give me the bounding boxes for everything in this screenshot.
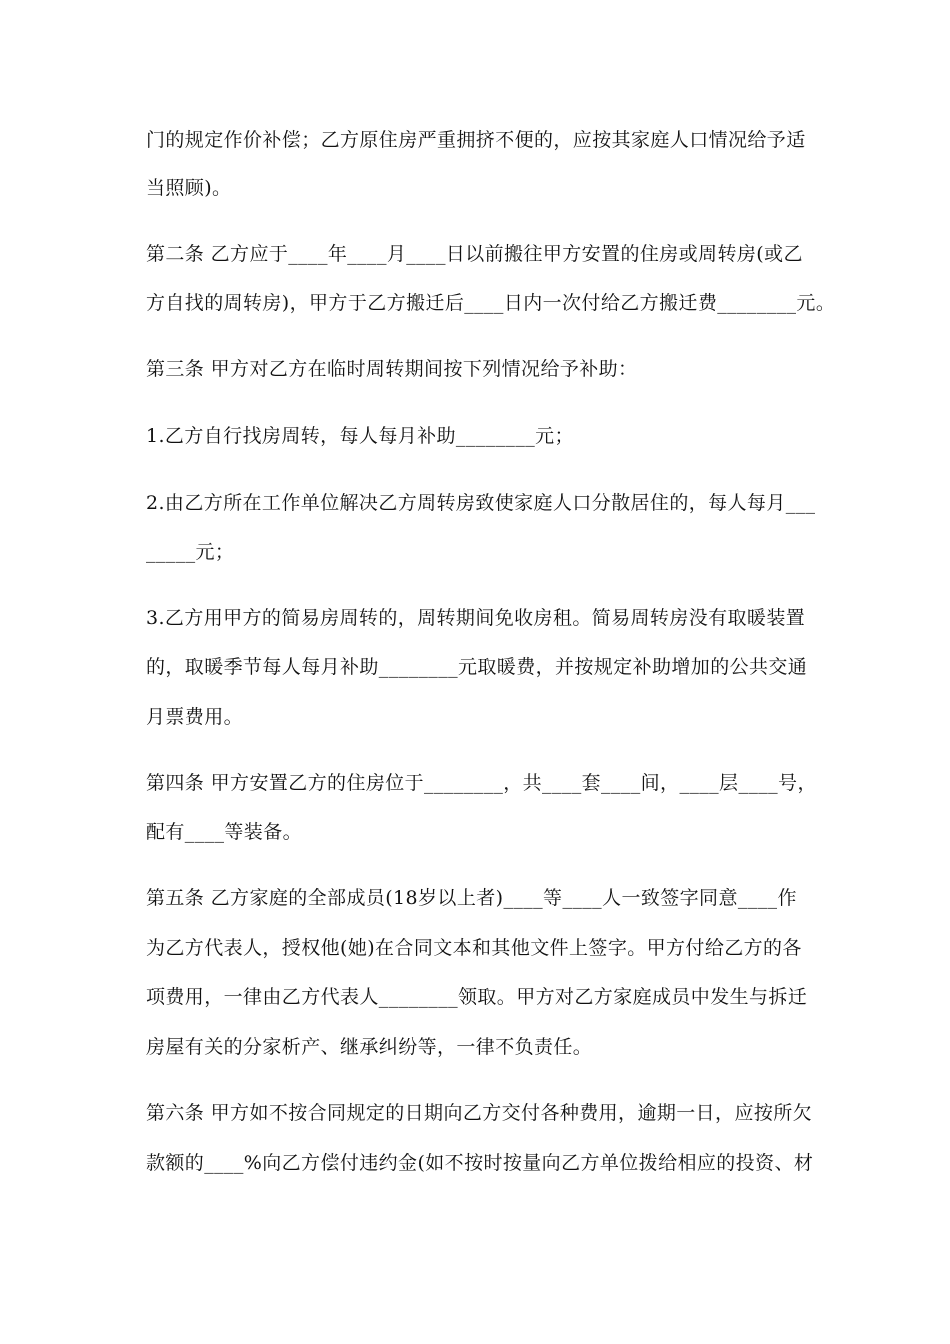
text-line: 配有____等装备。 bbox=[146, 821, 303, 843]
text-line: 方自找的周转房)，甲方于乙方搬迁后____日内一次付给乙方搬迁费________元。 bbox=[146, 292, 836, 314]
text-line: 房屋有关的分家析产、继承纠纷等，一律不负责任。 bbox=[146, 1036, 593, 1058]
article-4-heading-line: 第四条 甲方安置乙方的住房位于________，共____套____间，____层____号， bbox=[146, 772, 817, 794]
text-line: 当照顾)。 bbox=[146, 177, 232, 199]
article-2-heading-line: 第二条 乙方应于____年____月____日以前搬往甲方安置的住房或周转房(或乙 bbox=[146, 243, 803, 265]
text-line: 的，取暖季节每人每月补助________元取暖费，并按规定补助增加的公共交通 bbox=[146, 656, 808, 678]
article-3-heading-line: 第三条 甲方对乙方在临时周转期间按下列情况给予补助： bbox=[146, 358, 638, 380]
list-item-2-line: 2.由乙方所在工作单位解决乙方周转房致使家庭人口分散居住的，每人每月___ bbox=[146, 492, 816, 514]
text-line: 为乙方代表人，授权他(她)在合同文本和其他文件上签字。甲方付给乙方的各 bbox=[146, 937, 802, 959]
article-5-heading-line: 第五条 乙方家庭的全部成员(18岁以上者)____等____人一致签字同意____作 bbox=[146, 887, 797, 909]
text-line: _____元； bbox=[146, 541, 235, 563]
text-line: 门的规定作价补偿；乙方原住房严重拥挤不便的，应按其家庭人口情况给予适 bbox=[146, 129, 806, 151]
list-item-1-line: 1.乙方自行找房周转，每人每月补助________元； bbox=[146, 425, 574, 447]
text-line: 款额的____%向乙方偿付违约金(如不按时按量向乙方单位拨给相应的投资、材 bbox=[146, 1152, 814, 1174]
text-line: 项费用，一律由乙方代表人________领取。甲方对乙方家庭成员中发生与拆迁 bbox=[146, 986, 808, 1008]
article-6-heading-line: 第六条 甲方如不按合同规定的日期向乙方交付各种费用，逾期一日，应按所欠 bbox=[146, 1102, 813, 1124]
list-item-3-line: 3.乙方用甲方的简易房周转的，周转期间免收房租。简易周转房没有取暖装置 bbox=[146, 607, 806, 629]
text-line: 月票费用。 bbox=[146, 706, 244, 728]
